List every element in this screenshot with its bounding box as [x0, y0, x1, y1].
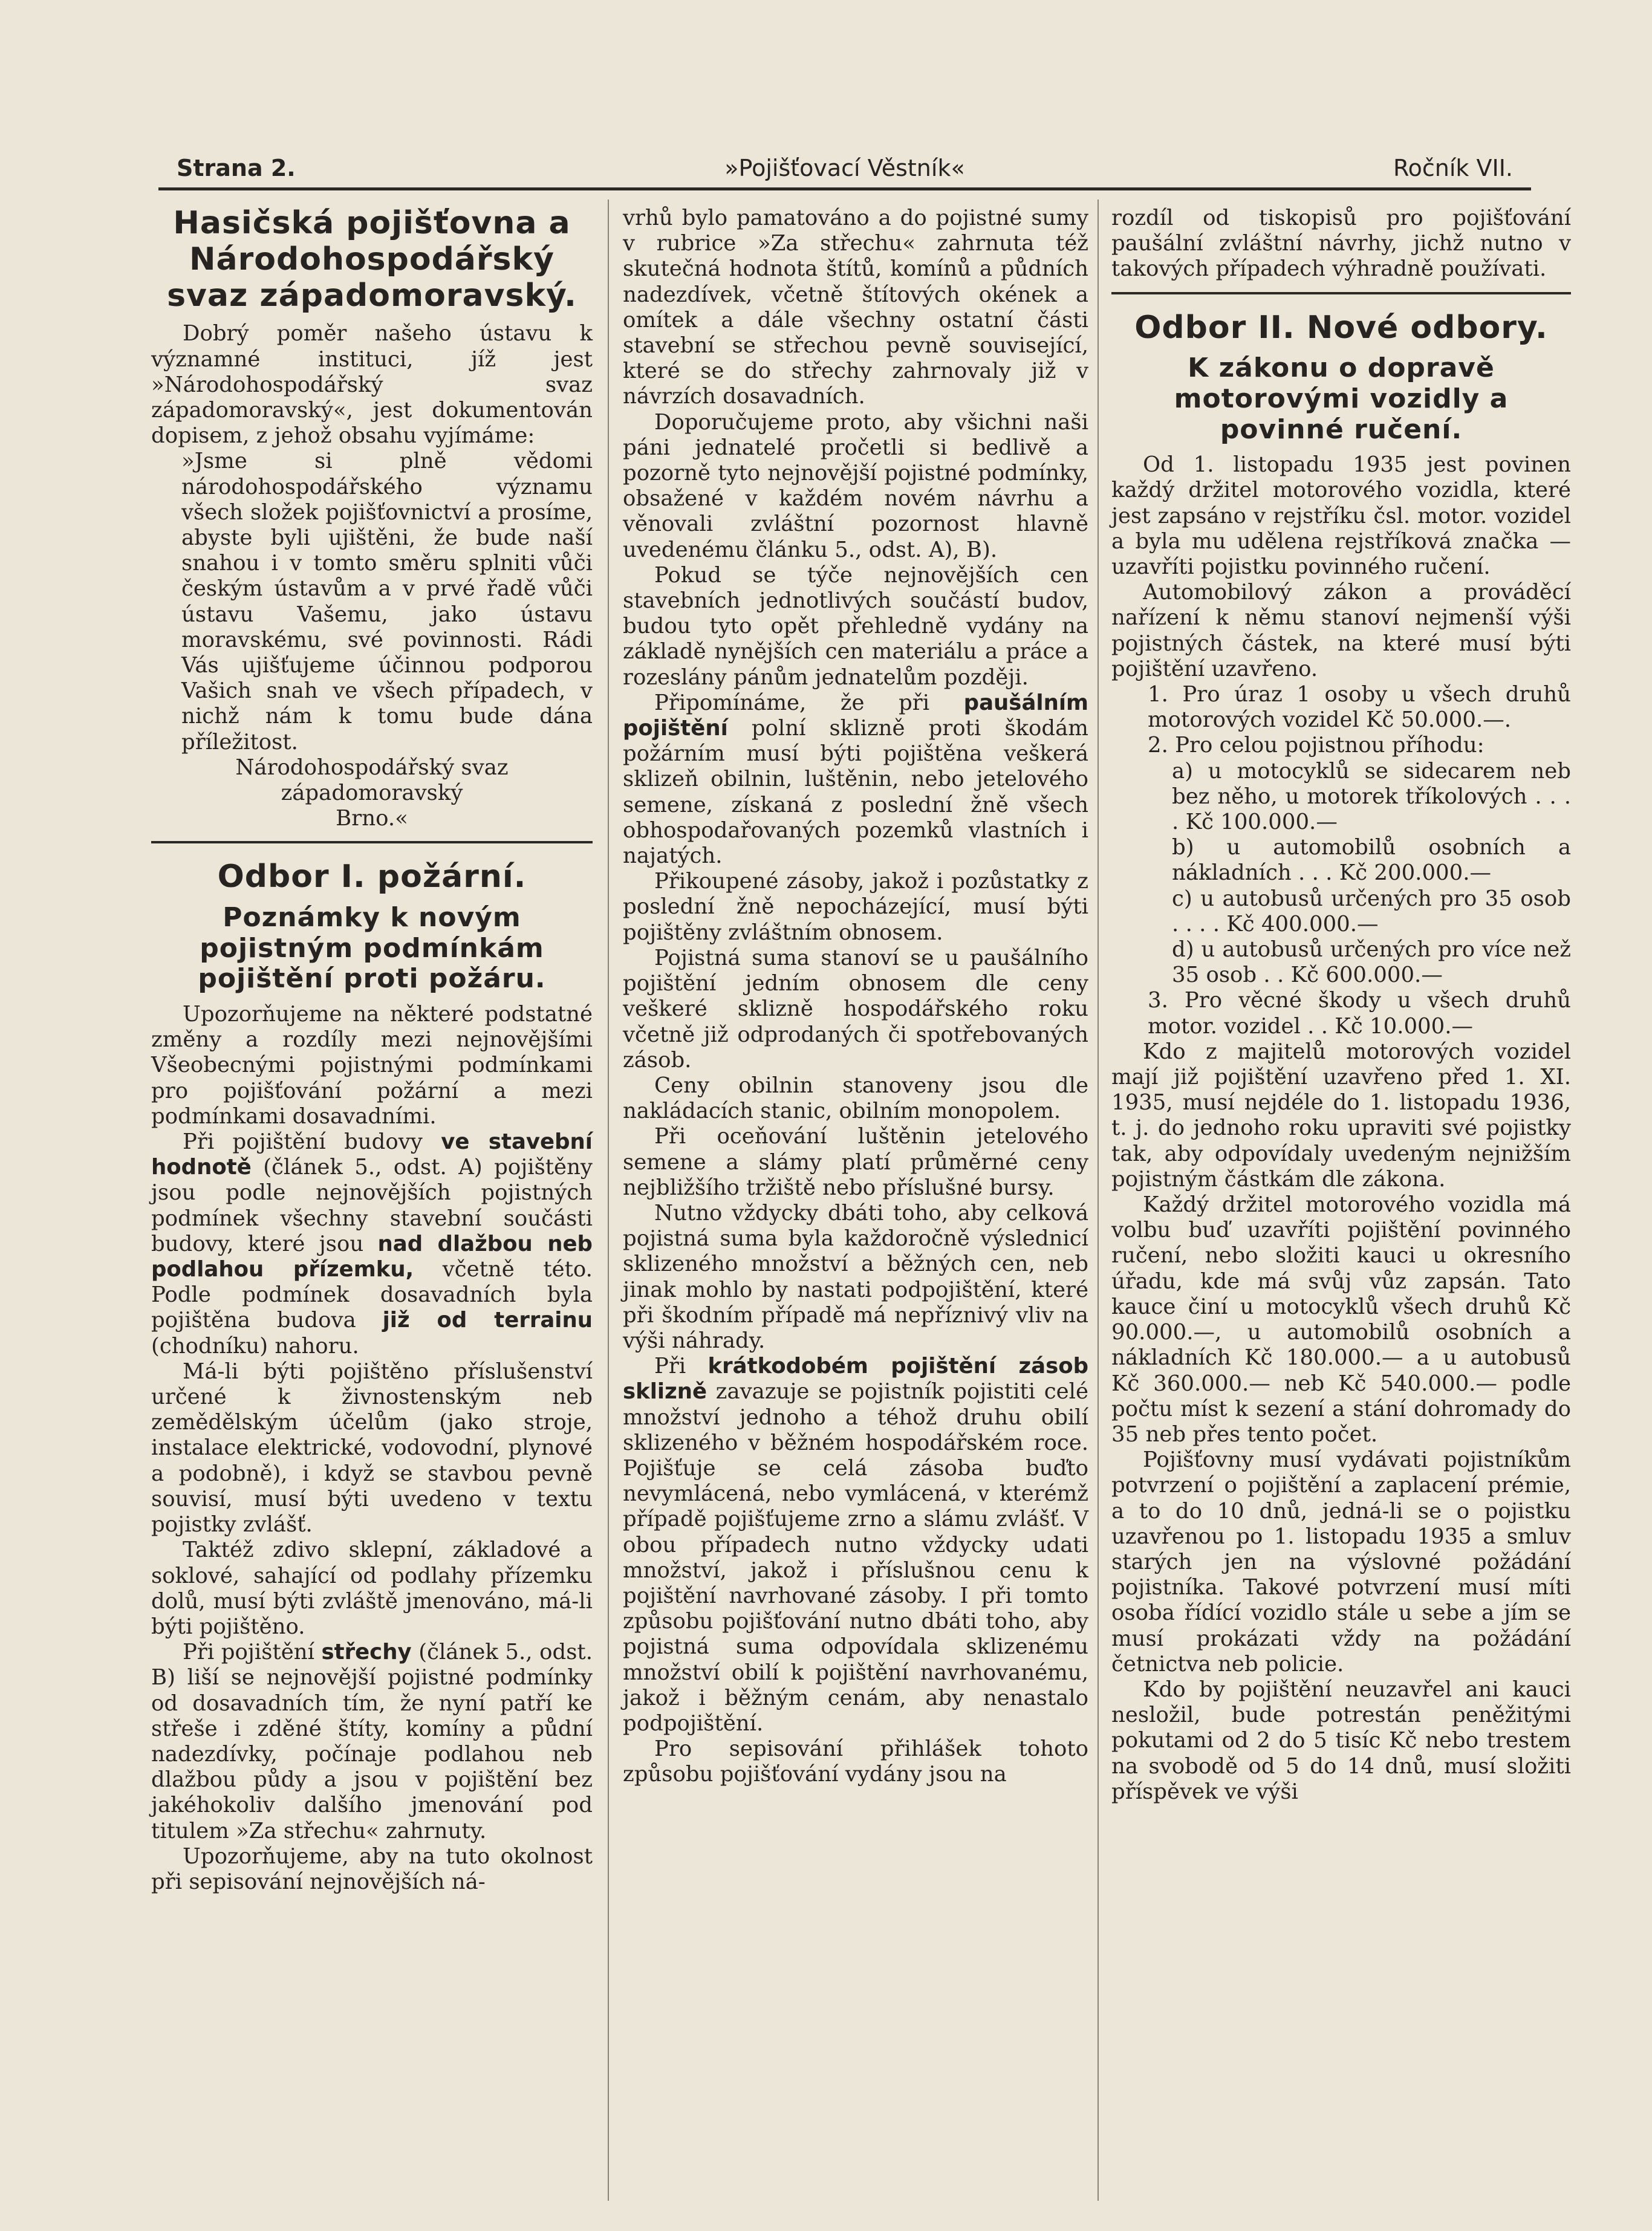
- article-subtitle: K zákonu o dopravě motorovými vozidly a povinné ručení.: [1174, 352, 1509, 445]
- signature-line: západomoravský: [281, 781, 463, 806]
- paragraph: Automobilový zákon a prováděcí nařízení k němu stanoví nejmenší výši pojistných částek, na které musí býti pojištění uzavřeno.: [1111, 580, 1571, 681]
- paragraph: Upozorňujeme, aby na tuto okolnost při sepisování nejnovějších ná-: [151, 1843, 593, 1894]
- paragraph: Připomínáme, že při paušálním pojištění polní sklizně proti škodám požárním musí býti pojištěna veškerá sklizeň obilnin, luštěnin, nebo jetelového semene, získaná z poslední žně všech obhospodařovaných pozemků vlastních i najatých.: [623, 690, 1088, 869]
- column-2: [623, 206, 1088, 1788]
- list-item: 2. Pro celou pojistnou příhodu:: [1148, 733, 1485, 758]
- column-divider: [1098, 200, 1099, 2201]
- paragraph: Pojišťovny musí vydávati pojistníkům potvrzení o pojištění a zaplacení prémie, a to do 10 dnů, jedná-li se o pojistku uzavřenou po 1. listopadu 1935 a smluv starých jen na výslovné požádání pojistníka. Takové potvrzení musí míti osoba řídící vozidlo stále u sebe a jím se musí prokázati vždy na požádání četnictva neb policie.: [1111, 1447, 1571, 1677]
- paragraph: Při pojištění střechy (článek 5., odst. B) liší se nejnovější pojistné podmínky od dosavadních tím, že nyní patří ke střeše i zděné štíty, komíny a půdní nadezdívky, počínaje podlahou neb dlažbou půdy a jsou v pojištění bez jakéhokoliv dalšího jmenování pod titulem »Za střechu« zahrnuty.: [151, 1640, 593, 1843]
- section-title: Odbor II. Nové odbory.: [1134, 309, 1548, 346]
- paragraph: Ceny obilnin stanoveny jsou dle nakládacích stanic, obilním monopolem.: [623, 1073, 1088, 1124]
- list-subitem: b) u automobilů osobních a nákladních . . . Kč 200.000.—: [1172, 835, 1571, 886]
- paragraph: Dobrý poměr našeho ústavu k významné instituci, jíž jest »Národohospodářský svaz západomoravský«, jest dokumentován dopisem, z jehož obsahu vyjímáme:: [151, 321, 593, 449]
- publication-title: »Pojišťovací Věstník«: [724, 155, 965, 181]
- list-subitem: a) u motocyklů se sidecarem neb bez něho, u motorek tříkolových . . . . Kč 100.000.—: [1172, 758, 1571, 835]
- article-title: Hasičská pojišťovna a Národohospodářský svaz západomoravský.: [167, 205, 577, 314]
- section-title: Odbor I. požární.: [217, 859, 527, 895]
- signature-line: Národohospodářský svaz: [235, 755, 509, 780]
- paragraph: vrhů bylo pamatováno a do pojistné sumy v rubrice »Za střechu« zahrnuta též skutečná hodnota štítů, komínů a půdních nadezdívek, včetně štítových okének a omítek a dále všechny ostatní části stavební se střechou pevně související, které se do střechy zahrnovaly již v návrzích dosavadních.: [623, 206, 1088, 409]
- paragraph: Upozorňujeme na některé podstatné změny a rozdíly mezi nejnovějšími Všeobecnými pojistnými podmínkami pro pojišťování požární a mezi podmínkami dosavadními.: [151, 1002, 593, 1129]
- paragraph: Kdo z majitelů motorových vozidel mají již pojištění uzavřeno před 1. XI. 1935, musí nejdéle do 1. listopadu 1936, t. j. do jednoho roku upraviti své pojistky tak, aby odpovídaly uvedeným nejnižším pojistným částkám dle zákona.: [1111, 1039, 1571, 1192]
- list-item: 3. Pro věcné škody u všech druhů motor. vozidel . . Kč 10.000.—: [1148, 988, 1571, 1039]
- paragraph: Při krátkodobém pojištění zásob sklizně zavazuje se pojistník pojistiti celé množství jednoho a téhož druhu obilí sklizeného v běžném hospodářském roce. Pojišťuje se celá zásoba buďto nevymlácená, nebo vymlácená, v kterémž případě pojišťujeme zrno a slámu zvlášť. V obou případech nutno vždycky udati množství, jakož i příslušnou cenu k pojištění navrhované zásoby. I při tomto způsobu pojišťování nutno dbáti toho, aby pojistná suma odpovídala sklizenému množství obilí k pojištění navrhovanému, jakož i běžným cenám, aby nenastalo podpojištění.: [623, 1354, 1088, 1736]
- paragraph: Při oceňování luštěnin jetelového semene a slámy platí průměrné ceny nejbližšího tržiště nebo příslušné bursy.: [623, 1124, 1088, 1200]
- paragraph: Při pojištění budovy ve stavební hodnotě (článek 5., odst. A) pojištěny jsou podle nejnovějších pojistných podmínek všechny stavební součásti budovy, které jsou nad dlažbou neb podlahou přízemku, včetně této. Podle podmínek dosavadních byla pojištěna budova již od terrainu (chodníku) nahoru.: [151, 1129, 593, 1359]
- column-divider: [608, 200, 609, 2201]
- letter-quote: »Jsme si plně vědomi národohospodářského významu všech složek pojišťovnictví a prosíme, abyste byli ujištěni, že bude naší snahou i v tomto směru splniti vůči českým ústavům a v prvé řadě vůči ústavu Vašemu, jako ústavu moravskému, své povinnosti. Rádi Vás ujišťujeme účinnou podporou Vašich snah ve všech případech, v nichž nám k tomu bude dána příležitost.: [181, 449, 593, 755]
- page-header: [158, 148, 1531, 184]
- paragraph: rozdíl od tiskopisů pro pojišťování paušální zvláštní návrhy, jichž nutno v takových případech výhradně používati.: [1111, 206, 1571, 282]
- list-subitem: d) u autobusů určených pro více než 35 osob . . Kč 600.000.—: [1172, 937, 1571, 988]
- paragraph: Přikoupené zásoby, jakož i pozůstatky z poslední žně nepocházející, musí býti pojištěny zvláštním obnosem.: [623, 869, 1088, 945]
- paragraph: Nutno vždycky dbáti toho, aby celková pojistná suma byla každoročně výslednicí sklizeného množství a běžných cen, neb jinak mohlo by nastati podpojištění, které při škodním případě má nepříznivý vliv na výši náhrady.: [623, 1200, 1088, 1353]
- article-subtitle: Poznámky k novým pojistným podmínkám pojištění proti požáru.: [198, 902, 546, 995]
- paragraph: Pro sepisování přihlášek tohoto způsobu pojišťování vydány jsou na: [623, 1736, 1088, 1787]
- paragraph: Taktéž zdivo sklepní, základové a soklové, sahající od podlahy přízemku dolů, musí býti zvláště jmenováno, má-li býti pojištěno.: [151, 1538, 593, 1639]
- paragraph: Doporučujeme proto, aby všichni naši páni jednatelé pročetli si bedlivě a pozorně tyto nejnovější pojistné podmínky, obsažené v každém novém návrhu a věnovali zvláštní pozornost hlavně uvedenému článku 5., odst. A), B).: [623, 409, 1088, 562]
- header-rule: [158, 187, 1531, 190]
- section-rule: [151, 841, 593, 843]
- paragraph: Od 1. listopadu 1935 jest povinen každý držitel motorového vozidla, které jest zapsáno v rejstříku čsl. motor. vozidel a byla mu udělena rejstříková značka — uzavříti pojistku povinného ručení.: [1111, 452, 1571, 579]
- signature-line: Brno.«: [336, 806, 408, 831]
- list-item: 1. Pro úraz 1 osoby u všech druhů motorových vozidel Kč 50.000.—.: [1148, 682, 1571, 733]
- list-subitem: c) u autobusů určených pro 35 osob . . . . Kč 400.000.—: [1172, 886, 1571, 937]
- column-3: [1111, 206, 1571, 1805]
- paragraph: Má-li býti pojištěno příslušenství určené k živnostenským neb zemědělským účelům (jako stroje, instalace elektrické, vodovodní, plynové a podobně), i když se stavbou pevně souvisí, musí býti uvedeno v textu pojistky zvlášť.: [151, 1359, 593, 1538]
- volume-label: Ročník VII.: [1393, 155, 1513, 181]
- paragraph: Kdo by pojištění neuzavřel ani kauci nesložil, bude potrestán peněžitými pokutami od 2 do 5 tisíc Kč nebo trestem na svobodě od 5 do 14 dnů, musí složiti příspěvek ve výši: [1111, 1677, 1571, 1804]
- column-1: [151, 206, 593, 1895]
- section-rule: [1111, 292, 1571, 294]
- page-number: Strana 2.: [177, 155, 296, 181]
- paragraph: Každý držitel motorového vozidla má volbu buď uzavříti pojištění povinného ručení, nebo složiti kauci u okresního úřadu, kde má svůj vůz zapsán. Tato kauce činí u motocyklů všech druhů Kč 90.000.—, u automobilů osobních a nákladních Kč 180.000.— a u autobusů Kč 360.000.— neb Kč 540.000.— podle počtu míst k sezení a stání dohromady do 35 neb přes tento počet.: [1111, 1192, 1571, 1447]
- paragraph: Pojistná suma stanoví se u paušálního pojištění jedním obnosem dle ceny veškeré sklizně hospodářského roku včetně již odprodaných či spotřebovaných zásob.: [623, 945, 1088, 1073]
- paragraph: Pokud se týče nejnovějších cen stavebních jednotlivých součástí budov, budou tyto opět přehledně vydány na základě nynějších cen materiálu a práce a rozeslány pánům jednatelům později.: [623, 562, 1088, 690]
